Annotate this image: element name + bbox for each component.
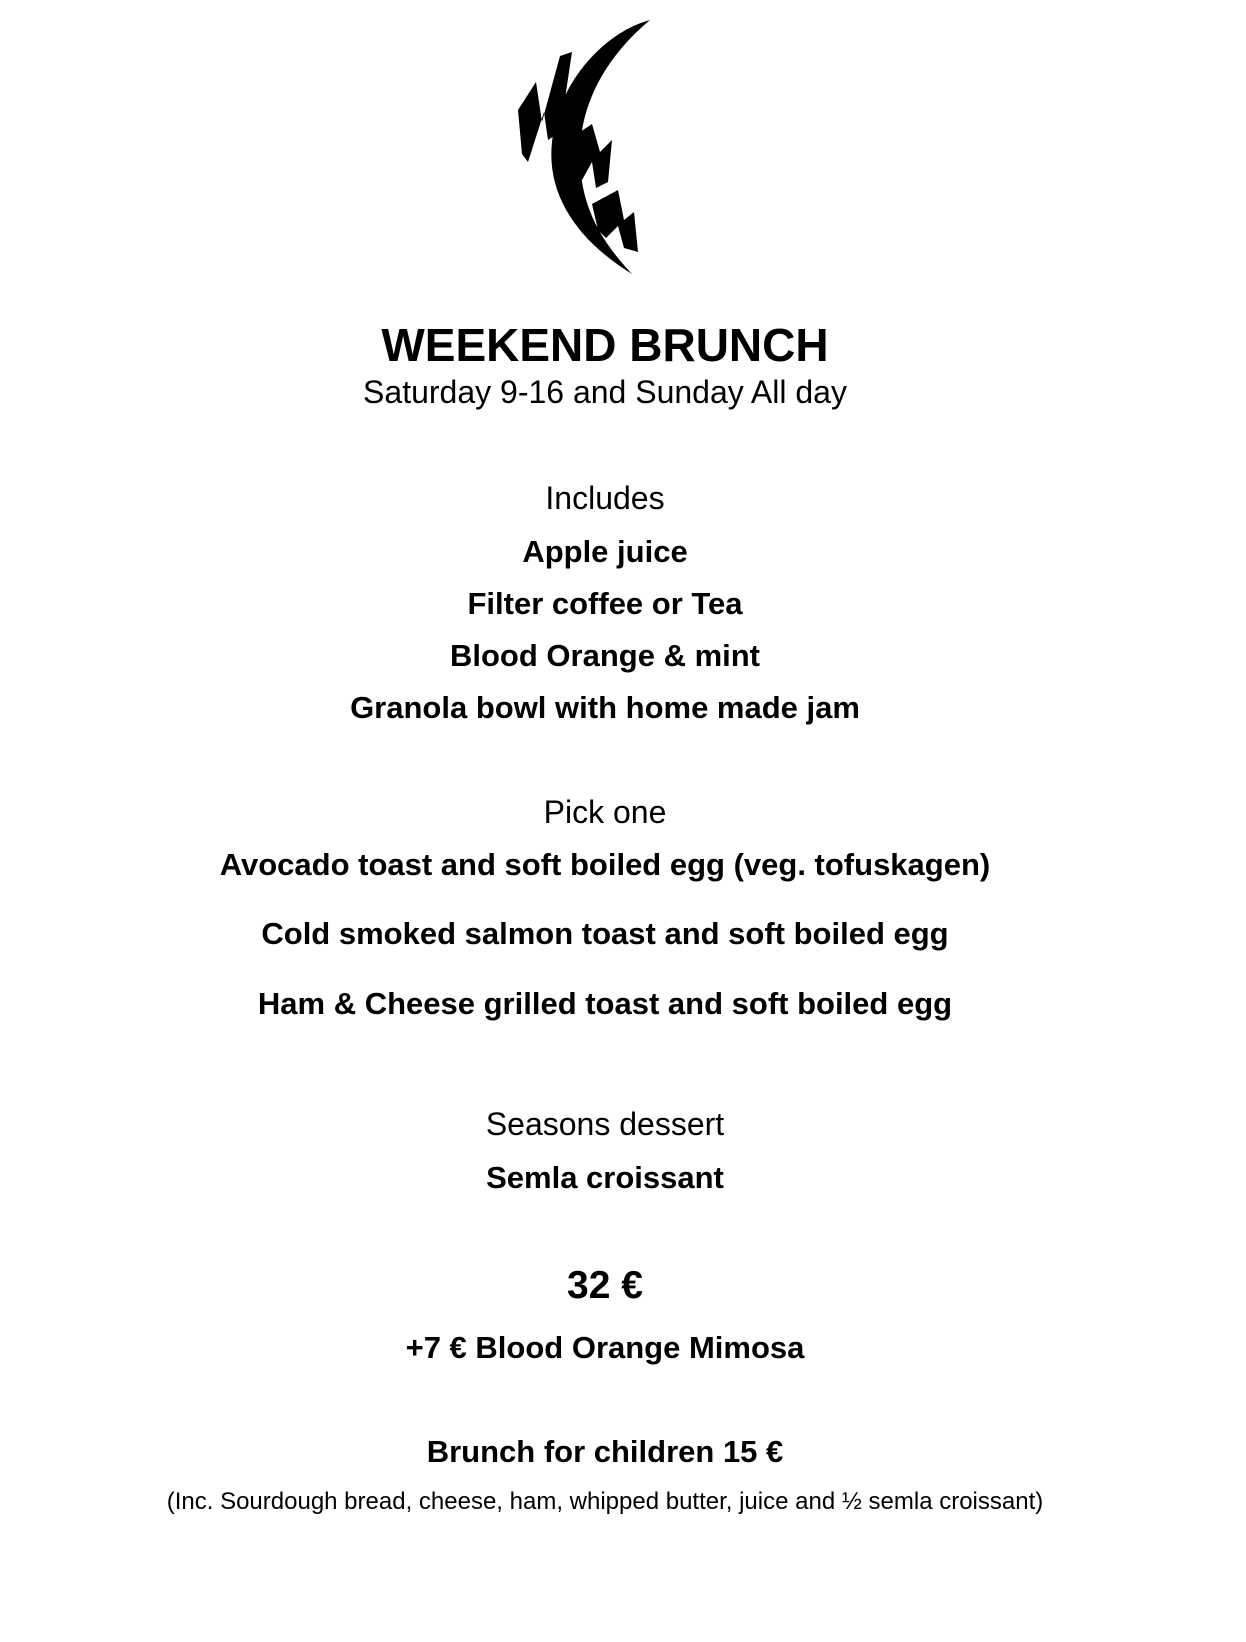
- included-item: Granola bowl with home made jam: [350, 690, 860, 725]
- main-dish-option: Ham & Cheese grilled toast and soft boiled egg: [257, 986, 953, 1021]
- dessert-heading: Seasons dessert: [485, 1106, 725, 1142]
- main-dish-option: Cold smoked salmon toast and soft boiled egg: [261, 916, 949, 951]
- restaurant-logo: [500, 12, 680, 282]
- children-brunch-note: (Inc. Sourdough bread, cheese, ham, whipped butter, juice and ½ semla croissant): [166, 1488, 1044, 1515]
- included-item: Filter coffee or Tea: [467, 586, 743, 621]
- includes-heading: Includes: [545, 480, 665, 516]
- included-item: Blood Orange & mint: [450, 638, 760, 673]
- included-item: Apple juice: [522, 534, 688, 569]
- pick-one-heading: Pick one: [543, 794, 667, 830]
- children-brunch: Brunch for children 15 €: [426, 1434, 784, 1469]
- main-dish-option: Avocado toast and soft boiled egg (veg. tofuskagen): [219, 847, 991, 882]
- brunch-hours: Saturday 9-16 and Sunday All day: [363, 374, 847, 410]
- mimosa-addon: +7 € Blood Orange Mimosa: [405, 1330, 805, 1365]
- brunch-price: 32 €: [567, 1264, 643, 1307]
- menu-title: WEEKEND BRUNCH: [381, 319, 829, 371]
- dessert-item: Semla croissant: [486, 1160, 724, 1195]
